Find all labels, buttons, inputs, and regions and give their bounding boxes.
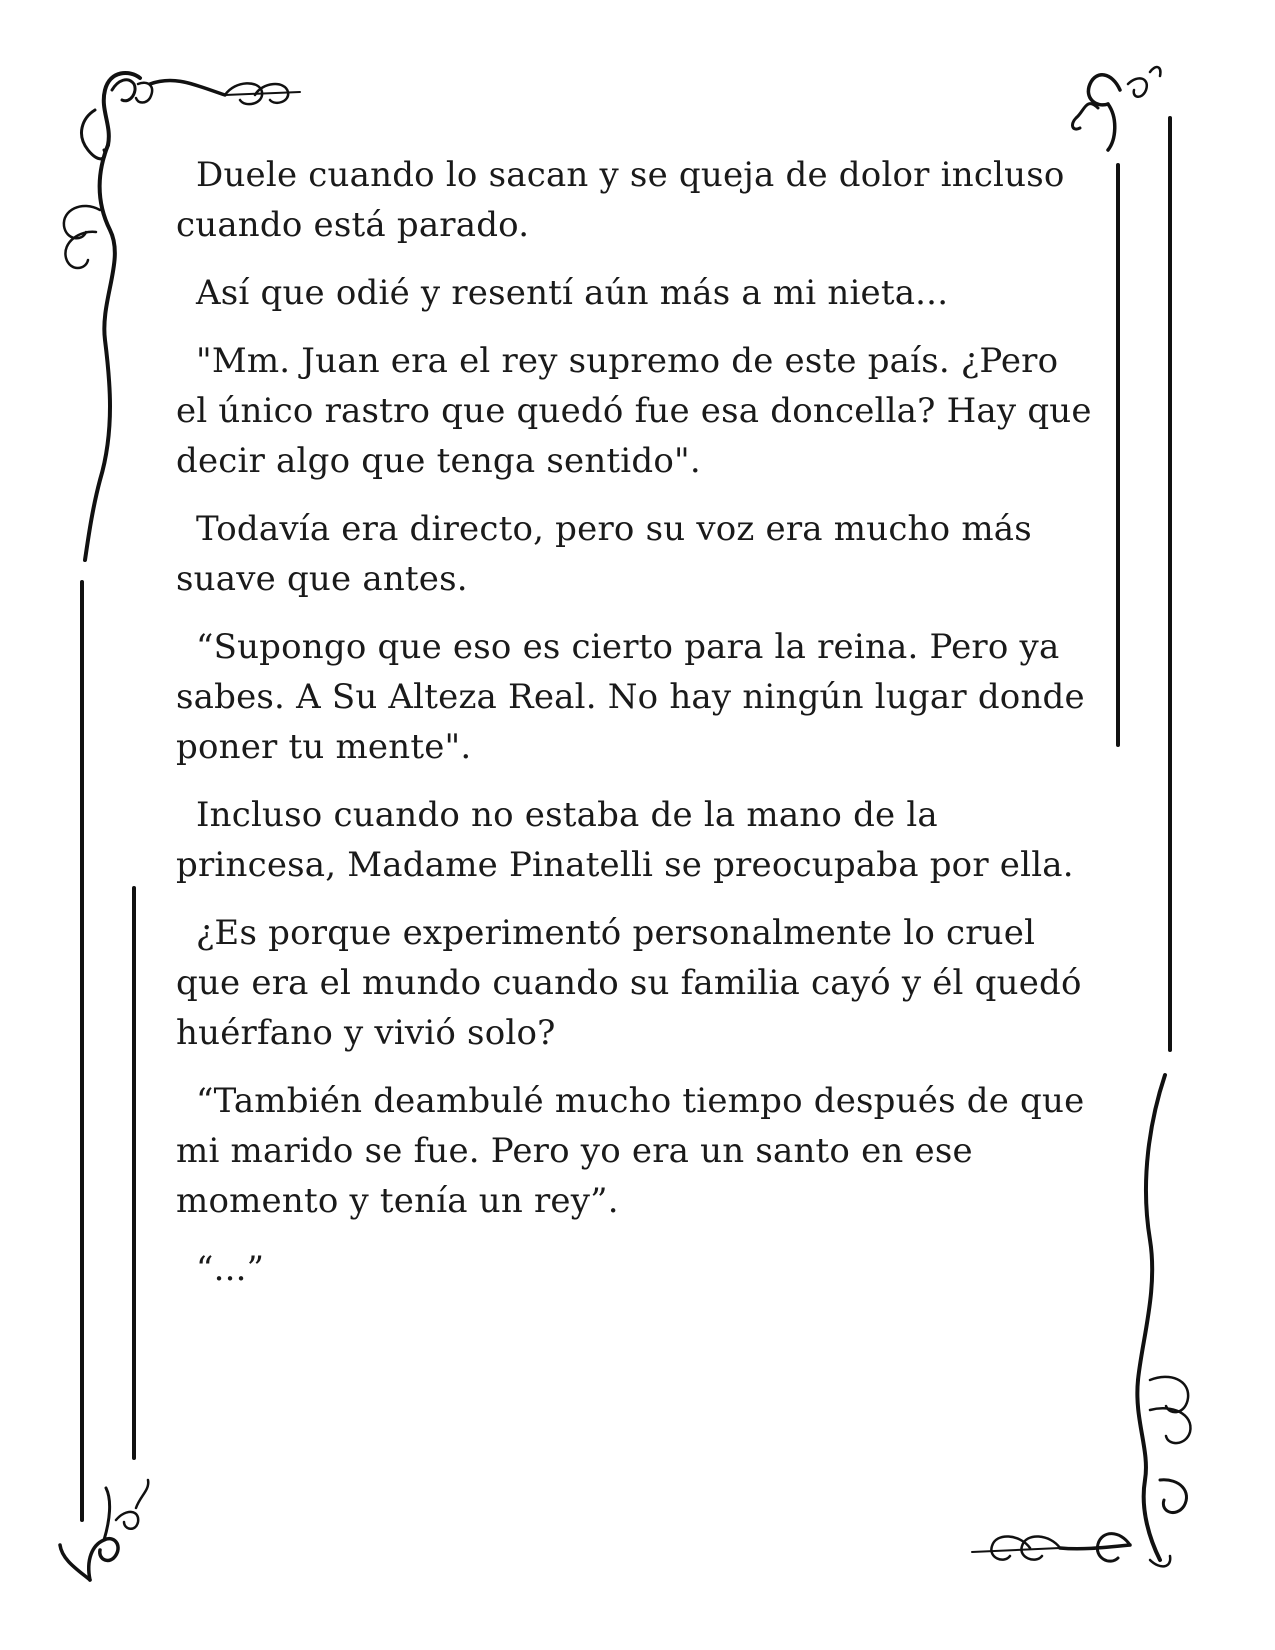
bottom-left-flourish-icon (60, 1480, 148, 1580)
top-right-flourish-icon (1073, 67, 1161, 150)
paragraph: “También deambulé mucho tiempo después de que mi marido se fue. Pero yo era un santo en ese momento y tenía un rey”. (176, 1081, 1085, 1221)
paragraph: Incluso cuando no estaba de la mano de la princesa, Madame Pinatelli se preocupaba por ella. (176, 795, 1074, 885)
paragraph: Duele cuando lo sacan y se queja de dolor incluso cuando está parado. (176, 155, 1065, 245)
paragraph: "Mm. Juan era el rey supremo de este país. ¿Pero el único rastro que quedó fue esa doncella? Hay que decir algo que tenga sentido". (176, 341, 1092, 481)
paragraph: Así que odié y resentí aún más a mi nieta... (196, 273, 949, 313)
paragraph: ¿Es porque experimentó personalmente lo cruel que era el mundo cuando su familia cayó y él quedó huérfano y vivió solo? (176, 913, 1082, 1053)
document-body (176, 150, 1096, 1312)
paragraph: Todavía era directo, pero su voz era mucho más suave que antes. (176, 509, 1032, 599)
paragraph: “...” (196, 1249, 265, 1289)
paragraph: “Supongo que eso es cierto para la reina. Pero ya sabes. A Su Alteza Real. No hay ningún lugar donde poner tu mente". (176, 627, 1085, 767)
